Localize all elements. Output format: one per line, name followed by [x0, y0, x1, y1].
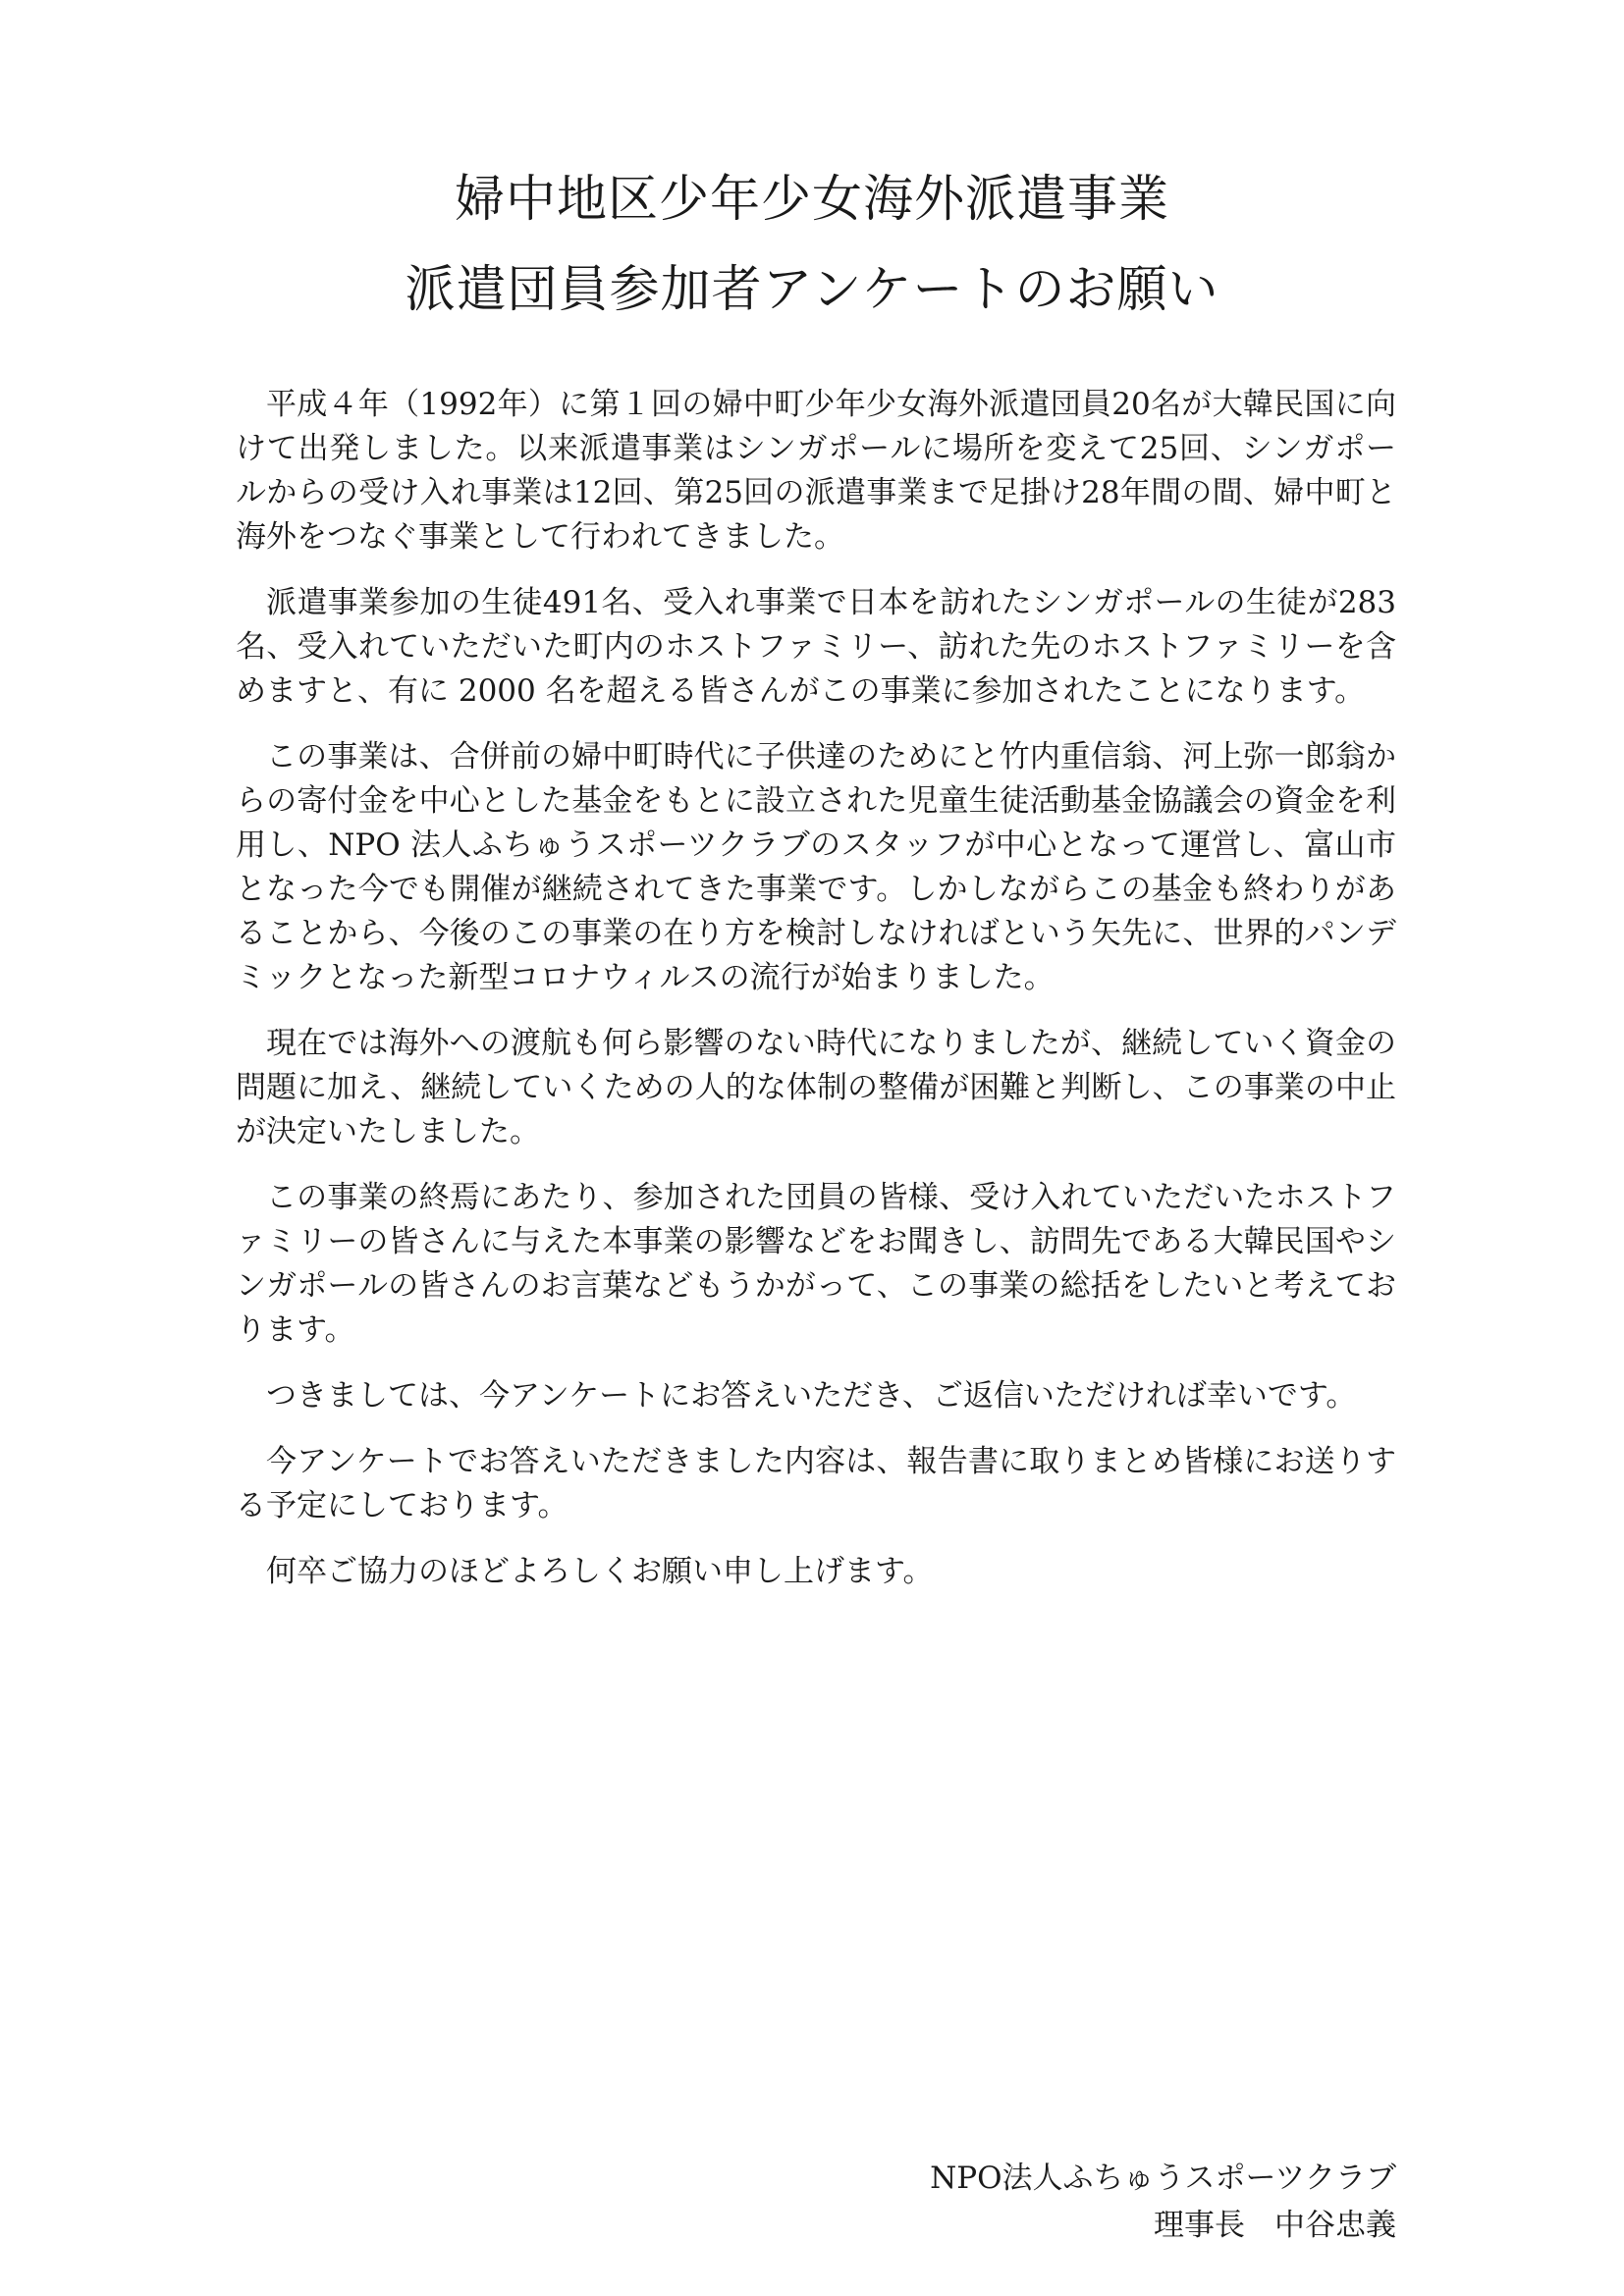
signature-organization: NPO法人ふちゅうスポーツクラブ — [930, 2161, 1396, 2196]
paragraph-participants: 派遣事業参加の生徒491名、受入れ事業で日本を訪れたシンガポールの生徒が283名、受入れていただいた町内のホストファミリー、訪れた先のホストファミリーを含めますと、有に 2000 名を超える皆さんがこの事業に参加されたことになります。 — [236, 585, 1396, 709]
signature-block — [930, 2155, 1396, 2249]
paragraph-cancellation: 現在では海外への渡航も何ら影響のない時代になりましたが、継続していく資金の問題に加え、継続していくための人的な体制の整備が困難と判断し、この事業の中止が決定いたしました。 — [236, 1026, 1396, 1149]
document-body — [236, 383, 1396, 1594]
paragraph-funding: この事業は、合併前の婦中町時代に子供達のためにと竹内重信翁、河上弥一郎翁からの寄付金を中心とした基金をもとに設立された児童生徒活動基金協議会の資金を利用し、NPO 法人ふちゅうスポーツクラブのスタッフが中心となって運営し、富山市となった今でも開催が継続されてきた事業です。しかしながらこの基金も終わりがあることから、今後のこの事業の在り方を検討しなければという矢先に、世界的パンデミックとなった新型コロナウィルスの流行が始まりました。 — [236, 739, 1396, 995]
paragraph-request: つきましては、今アンケートにお答えいただき、ご返信いただければ幸いです。 — [266, 1378, 1357, 1414]
paragraph-review: この事業の終焉にあたり、参加された団員の皆様、受け入れていただいたホストファミリーの皆さんに与えた本事業の影響などをお聞きし、訪問先である大韓民国やシンガポールの皆さんのお言葉などもうかがって、この事業の総括をしたいと考えております。 — [236, 1180, 1396, 1348]
paragraph-report: 今アンケートでお答えいただきました内容は、報告書に取りまとめ皆様にお送りする予定にしております。 — [236, 1444, 1396, 1523]
paragraph-closing: 何卒ご協力のほどよろしくお願い申し上げます。 — [266, 1554, 934, 1589]
title-line-1: 婦中地区少年少女海外派遣事業 — [454, 171, 1169, 229]
paragraph-history: 平成４年（1992年）に第１回の婦中町少年少女海外派遣団員20名が大韓民国に向けて出発しました。以来派遣事業はシンガポールに場所を変えて25回、シンガポールからの受け入れ事業は12回、第25回の派遣事業まで足掛け28年間の間、婦中町と海外をつなぐ事業として行われてきました。 — [236, 387, 1396, 555]
signature-role: 理事長 — [1154, 2208, 1245, 2243]
signature-person — [930, 2202, 1396, 2249]
signature-name: 中谷忠義 — [1274, 2208, 1396, 2243]
document-title — [0, 155, 1624, 336]
title-line-2: 派遣団員参加者アンケートのお願い — [405, 261, 1219, 319]
